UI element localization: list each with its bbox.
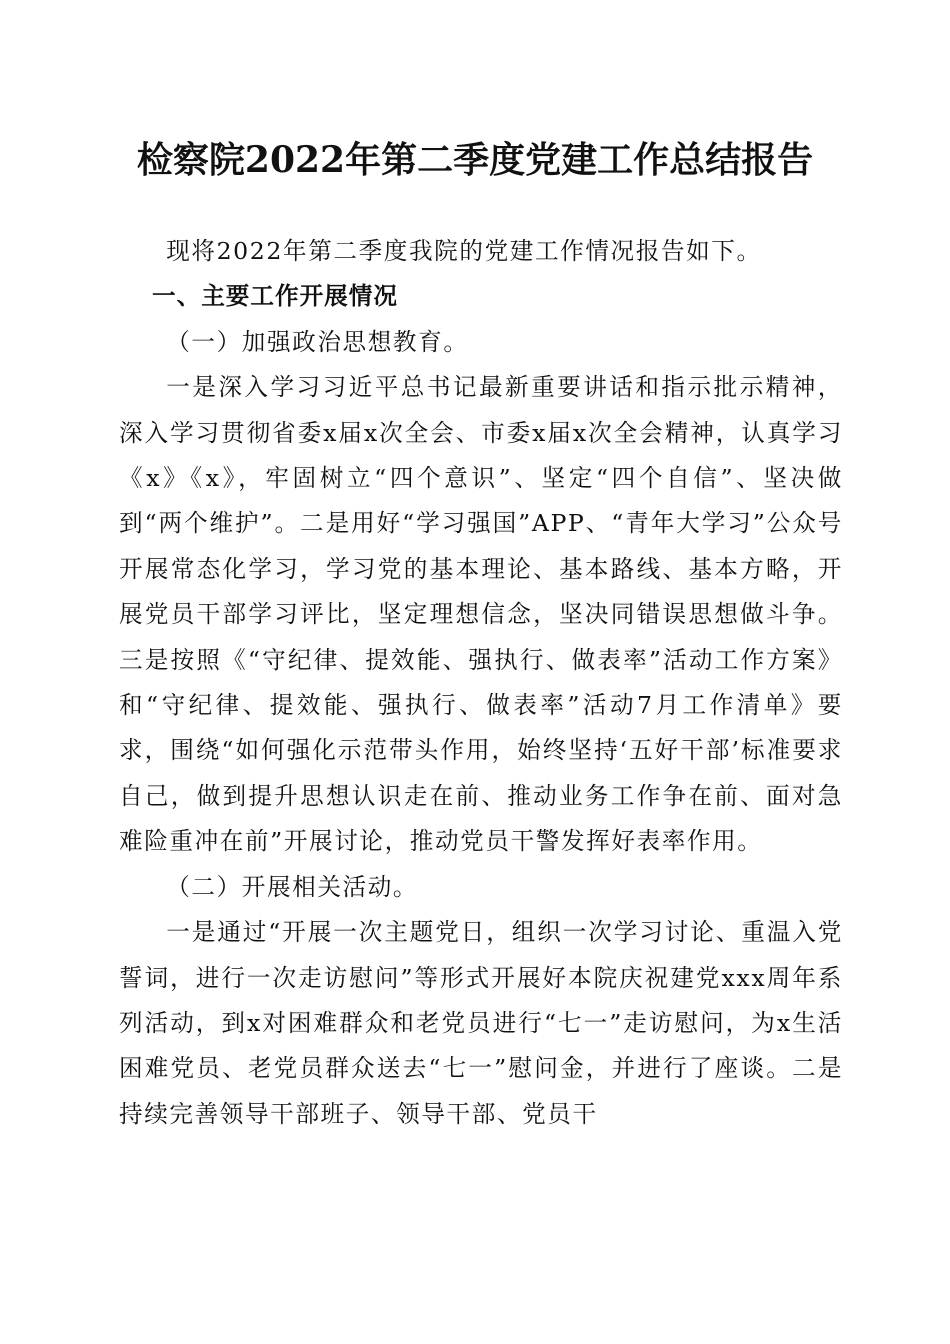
intro-paragraph: 现将2022年第二季度我院的党建工作情况报告如下。 xyxy=(166,237,762,265)
subsection-heading-2: （二）开展相关活动。 xyxy=(166,872,419,901)
document-body xyxy=(119,229,843,1137)
subsection-heading-1: （一）加强政治思想教育。 xyxy=(166,327,469,356)
subsection-body-2: 一是通过“开展一次主题党日，组织一次学习讨论、重温入党誓词，进行一次走访慰问”等形式开展好本院庆祝建党xxx周年系列活动，到x对困难群众和老党员进行“七一”走访慰问，为x生活困难党员、老党员群众送去“七一”慰问金，并进行了座谈。二是持续完善领导干部班子、领导干部、党员干 xyxy=(119,918,843,1128)
subsection-body-1: 一是深入学习习近平总书记最新重要讲话和指示批示精神，深入学习贯彻省委x届x次全会、市委x届x次全会精神，认真学习《x》《x》，牢固树立“四个意识”、坚定“四个自信”、坚决做到“两个维护”。二是用好“学习强国”APP、“青年大学习”公众号开展常态化学习，学习党的基本理论、基本路线、基本方略，开展党员干部学习评比，坚定理想信念，坚决同错误思想做斗争。三是按照《“守纪律、提效能、强执行、做表率”活动工作方案》和“守纪律、提效能、强执行、做表率”活动7月工作清单》要求，围绕“如何强化示范带头作用，始终坚持‘五好干部’标准要求自己，做到提升思想认识走在前、推动业务工作争在前、面对急难险重冲在前”开展讨论，推动党员干警发挥好表率作用。 xyxy=(119,373,843,856)
section-heading: 一、主要工作开展情况 xyxy=(152,282,398,311)
document-title: 检察院2022年第二季度党建工作总结报告 xyxy=(136,139,814,181)
